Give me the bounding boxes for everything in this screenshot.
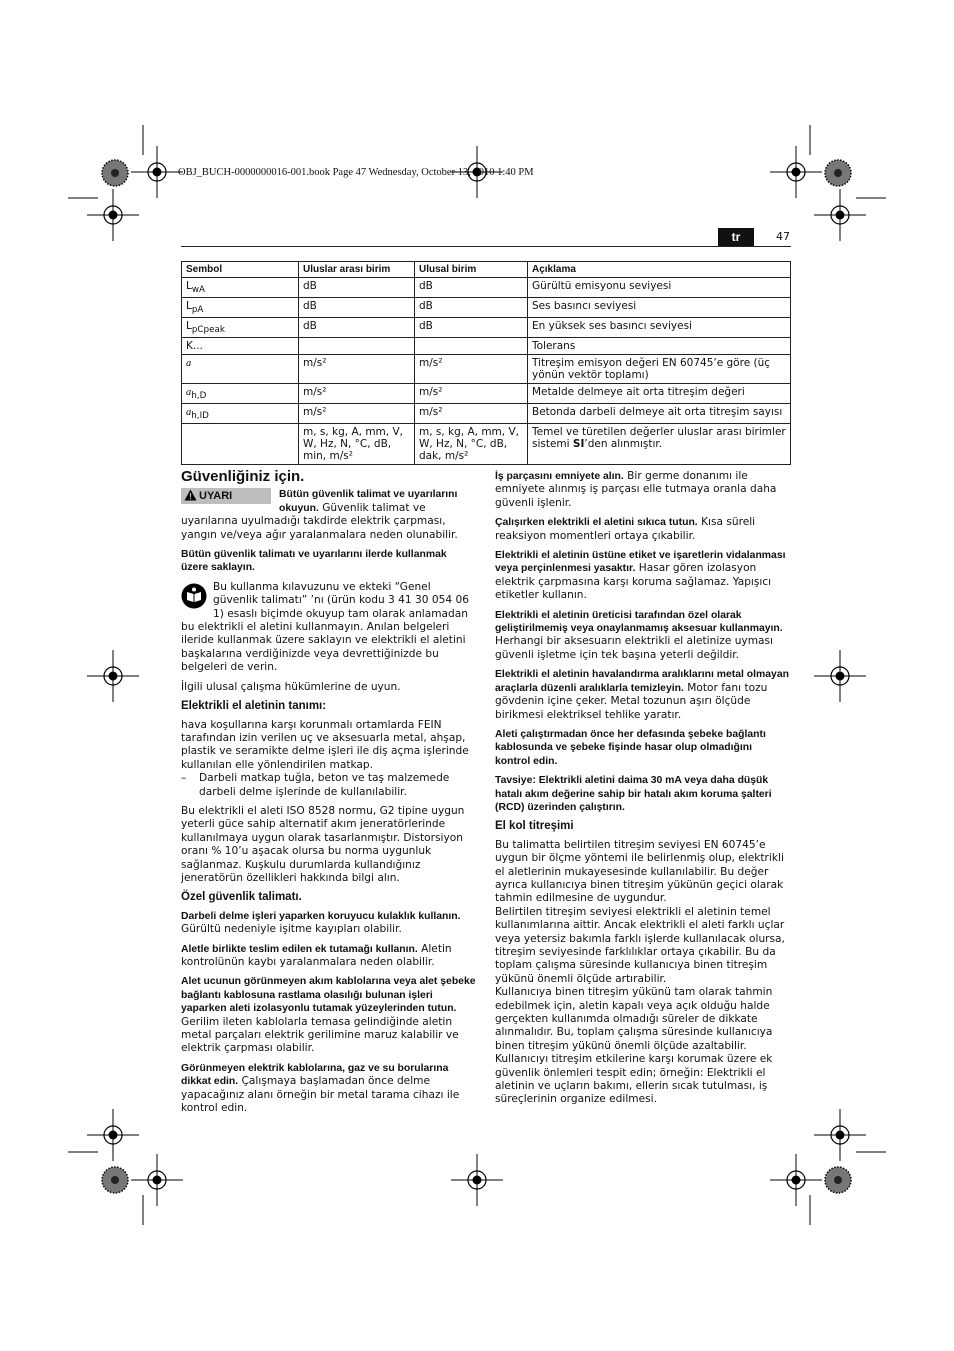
description-cell: Titreşim emisyon değeri EN 60745’e göre (üç yönün vektör toplamı)	[528, 355, 791, 384]
recommendation-paragraph: Tavsiye: Elektrikli aletini daima 30 mA veya daha düşük hatalı akım değerine sahip bir hatalı akım koruma şalteri (RCD) üzerinden çalıştırın.	[495, 775, 772, 813]
left-column	[181, 470, 476, 1121]
intl-unit-cell: m/s²	[299, 355, 415, 384]
national-unit-cell: dB	[415, 298, 528, 318]
header-rule	[181, 246, 791, 247]
registration-cross-mark	[814, 189, 866, 241]
table-row	[182, 404, 791, 424]
table-row	[182, 318, 791, 338]
safety-paragraph: Elektrikli el aletinin üstüne etiket ve işaretlerin vidalanması veya perçinlenmesi yasaktır. Hasar gören izolasyon elektrik çarpmasına karşı koruma sağlamaz. Yapışıcı etiketler kullanın.	[495, 550, 786, 602]
print-file-info: OBJ_BUCH-0000000016-001.book Page 47 Wednesday, October 13, 2010 1:40 PM	[178, 167, 534, 178]
body-paragraph: Belirtilen titreşim seviyesi elektrikli el aletinin temel kullanımlarına aittir. Ancak elektrikli el aleti farklı uçlar veya yetersiz bakımla farklı işlerde kullanılacak olursa, titreşim seviyesinde farklılıklar ortaya çıkabilir. Bu da toplam çalışma süresinde kullanıcıya binen titreşim yükünü önemli ölçüde artırabilir.	[495, 905, 785, 985]
color-bar-mark	[102, 1167, 128, 1193]
right-column	[495, 470, 790, 1113]
table-row	[182, 298, 791, 318]
registration-cross-mark	[87, 1109, 139, 1161]
description-cell: Betonda darbeli delmeye ait orta titreşim sayısı	[528, 404, 791, 424]
page-number: 47	[776, 230, 790, 243]
section-heading: Elektrikli el aletinin tanımı:	[181, 700, 327, 713]
safety-paragraph: Aletle birlikte teslim edilen ek tutamağı kullanın. Aletin kontrolünün kaybı yaralanmalara neden olabilir.	[181, 942, 452, 968]
description-cell: Tolerans	[528, 338, 791, 355]
national-unit-cell: dB	[415, 318, 528, 338]
intl-unit-cell: dB	[299, 278, 415, 298]
symbol-cell: $L_{pCpeak}$	[182, 318, 299, 338]
table-row	[182, 384, 791, 404]
description-cell: Ses basıncı seviyesi	[528, 298, 791, 318]
national-unit-cell	[415, 338, 528, 355]
registration-cross-mark	[87, 189, 139, 241]
column-header: Açıklama	[528, 262, 791, 278]
safety-paragraph: Alet ucunun görünmeyen akım kablolarına veya alet şebeke bağlantı kablosuna rastlama olasılığı bulunan işleri yaparken aleti izolasyonlu tutamak yüzeylerinden tutun. Gerilim ileten kablolarla temasa gelindiğinde aletin metal parçaları elektrik gerilimine maruz kalabilir ve elektrik çarpması olabilir.	[181, 976, 476, 1055]
registration-cross-mark	[770, 146, 822, 198]
registration-cross-mark	[770, 1154, 822, 1206]
color-bar-mark	[825, 1167, 851, 1193]
registration-cross-mark	[814, 1109, 866, 1161]
registration-cross-mark	[131, 1154, 183, 1206]
intl-unit-cell: dB	[299, 318, 415, 338]
symbol-cell: $a_{h,D}$	[182, 384, 299, 404]
safety-paragraph: Darbeli delme işleri yaparken koruyucu kulaklık kullanın. Gürültü nedeniyle işitme kayıpları olabilir.	[181, 910, 461, 936]
column-header: Uluslar arası birim	[299, 262, 415, 278]
safety-paragraph: Çalışırken elektrikli el aletini sıkıca tutun. Kısa süreli reaksiyon momentleri ortaya çıkabilir.	[495, 516, 756, 542]
read-manual-icon	[181, 583, 207, 609]
description-cell: Gürültü emisyonu seviyesi	[528, 278, 791, 298]
table-row	[182, 278, 791, 298]
registration-cross-mark	[87, 650, 139, 702]
description-cell: En yüksek ses basıncı seviyesi	[528, 318, 791, 338]
list-item: – Darbeli matkap tuğla, beton ve taş malzemede darbeli delme işlerinde de kullanılabilir.	[181, 772, 450, 798]
description-cell: Metalde delmeye ait orta titreşim değeri	[528, 384, 791, 404]
body-paragraph: Bu talimatta belirtilen titreşim seviyesi EN 60745’e uygun bir ölçme yöntemi ile belirlenmiş olup, elektrikli el aletlerinin mukayesesinde kullanılabilir. Bu değer ayrıca kullanıcıya binen titreşim yükünün geçici olarak tahmin edilmesine de uygundur.	[495, 838, 784, 905]
registration-cross-mark	[814, 650, 866, 702]
color-bar-mark	[102, 160, 128, 186]
national-unit-cell: m/s²	[415, 355, 528, 384]
registration-cross-mark	[131, 146, 183, 198]
body-paragraph: Bu elektrikli el aleti ISO 8528 normu, G2 tipine uygun yeterli güce sahip alternatif akım jeneratörlerinde kullanılmaya uygun olarak tasarlanmıştır. Distorsiyon oranı % 10’u aşacak olursa bu norma uygunluk sağlanmaz. Kuşkulu durumlarda kullandığınız jeneratörün özellikleri hakkında bilgi alın.	[181, 804, 465, 884]
national-unit-cell: dB	[415, 278, 528, 298]
section-heading: El kol titreşimi	[495, 820, 574, 833]
safety-paragraph: Elektrikli el aletinin havalandırma aralıklarını metal olmayan araçlarla düzenli aralıklarla temizleyin. Motor fanı tozu gövdenin içine çeker. Metal tozunun aşırı ölçüde birikmesi elektriksel tehlike yaratır.	[495, 669, 789, 721]
table-header-row	[182, 262, 791, 278]
section-title: Güvenliğiniz için.	[181, 468, 305, 485]
body-paragraph: Kullanıcıyı titreşim etkilerine karşı korumak üzere ek güvenlik önlemleri tespit edin; örneğin: Elektrikli el aletinin ve uçların bakımı, ellerin sıcak tutulması, iş süreçlerinin organize edilmesi.	[495, 1053, 773, 1106]
safety-paragraph: İş parçasını emniyete alın. Bir germe donanımı ile emniyete alınmış iş parçası elle tutmaya oranla daha güvenli işlenir.	[495, 470, 777, 509]
symbol-cell: $a_{h,ID}$	[182, 404, 299, 424]
symbol-cell: $L_{wA}$	[182, 278, 299, 298]
table-row	[182, 424, 791, 465]
symbol-cell	[182, 424, 299, 465]
intl-unit-cell: m/s²	[299, 404, 415, 424]
section-heading: Özel güvenlik talimatı.	[181, 891, 302, 904]
warning-paragraph: UYARI Bütün güvenlik talimat ve uyarılarını okuyun. Güvenlik talimat ve uyarılarına uyulmadığı takdirde elektrik çarpması, yangın ve/veya ağır yaralanmalara neden olunabilir.	[181, 489, 458, 541]
column-header: Sembol	[182, 262, 299, 278]
symbol-cell: K...	[182, 338, 299, 355]
manual-paragraph: Bu kullanma kılavuzunu ve ekteki “Genel güvenlik talimatı” ’nı (ürün kodu 3 41 30 054 06 1) esaslı biçimde okuyup tam olarak anlamadan bu elektrikli el aletini kullanmayın. Anılan belgeleri ileride kullanmak üzere saklayın ve elektrikli el aletini başkalarına verdiğinizde veya devrettiğinizde bu belgeleri de verin.	[181, 580, 469, 674]
symbol-cell: a	[182, 355, 299, 384]
safety-paragraph: Aleti çalıştırmadan önce her defasında şebeke bağlantı kablosunda ve şebeke fişinde hasar olup olmadığını kontrol edin.	[495, 728, 766, 767]
intl-unit-cell	[299, 338, 415, 355]
table-row	[182, 338, 791, 355]
symbol-cell: $L_{pA}$	[182, 298, 299, 318]
national-unit-cell: m/s²	[415, 404, 528, 424]
national-unit-cell: m, s, kg, A, mm, V, W, Hz, N, °C, dB, dak, m/s²	[415, 424, 528, 465]
intl-unit-cell: m, s, kg, A, mm, V, W, Hz, N, °C, dB, min, m/s²	[299, 424, 415, 465]
table-row	[182, 355, 791, 384]
body-paragraph: hava koşullarına karşı korunmalı ortamlarda FEIN tarafından izin verilen uç ve aksesuarla metal, ahşap, plastik ve seramikte delme işleri ile diş açma işlerinde kullanılan elle yönlendirilen matkap.	[181, 718, 469, 771]
description-cell: Temel ve türetilen değerler uluslar arası birimler sistemi SI’den alınmıştır.	[528, 424, 791, 465]
registration-cross-mark	[451, 1154, 503, 1206]
national-unit-cell: m/s²	[415, 384, 528, 404]
symbol-table	[181, 261, 791, 465]
warning-triangle-icon	[184, 489, 197, 501]
intl-unit-cell: m/s²	[299, 384, 415, 404]
column-header: Ulusal birim	[415, 262, 528, 278]
intl-unit-cell: dB	[299, 298, 415, 318]
national-rules: İlgili ulusal çalışma hükümlerine de uyun.	[181, 680, 401, 693]
safety-paragraph: Elektrikli el aletinin üreticisi tarafından özel olarak geliştirilmemiş veya onaylanmamış aksesuar kullanmayın. Herhangi bir aksesuarın elektrikli el aletinize uyması güvenli işletme için tek başına yeterli değildir.	[495, 609, 783, 661]
body-paragraph: Kullanıcıya binen titreşim yükünü tam olarak tahmin edebilmek için, aletin kapalı veya açık olduğu halde gerçekten kullanımda olmadığı süreler de dikkate alınmalıdır. Bu, toplam çalışma süresinde kullanıcıya binen titreşim yükünü önemli ölçüde azaltabilir.	[495, 986, 773, 1052]
color-bar-mark	[825, 160, 851, 186]
safety-paragraph: Görünmeyen elektrik kablolarına, gaz ve su borularına dikkat edin. Çalışmaya başlamadan önce delme yapacağınız alanı örneğin bir metal tarama cihazı ile kontrol edin.	[181, 1062, 460, 1115]
warning-badge: UYARI	[181, 488, 271, 504]
language-tag: tr	[718, 228, 754, 246]
keep-instructions: Bütün güvenlik talimatı ve uyarılarını ilerde kullanmak üzere saklayın.	[181, 549, 447, 574]
